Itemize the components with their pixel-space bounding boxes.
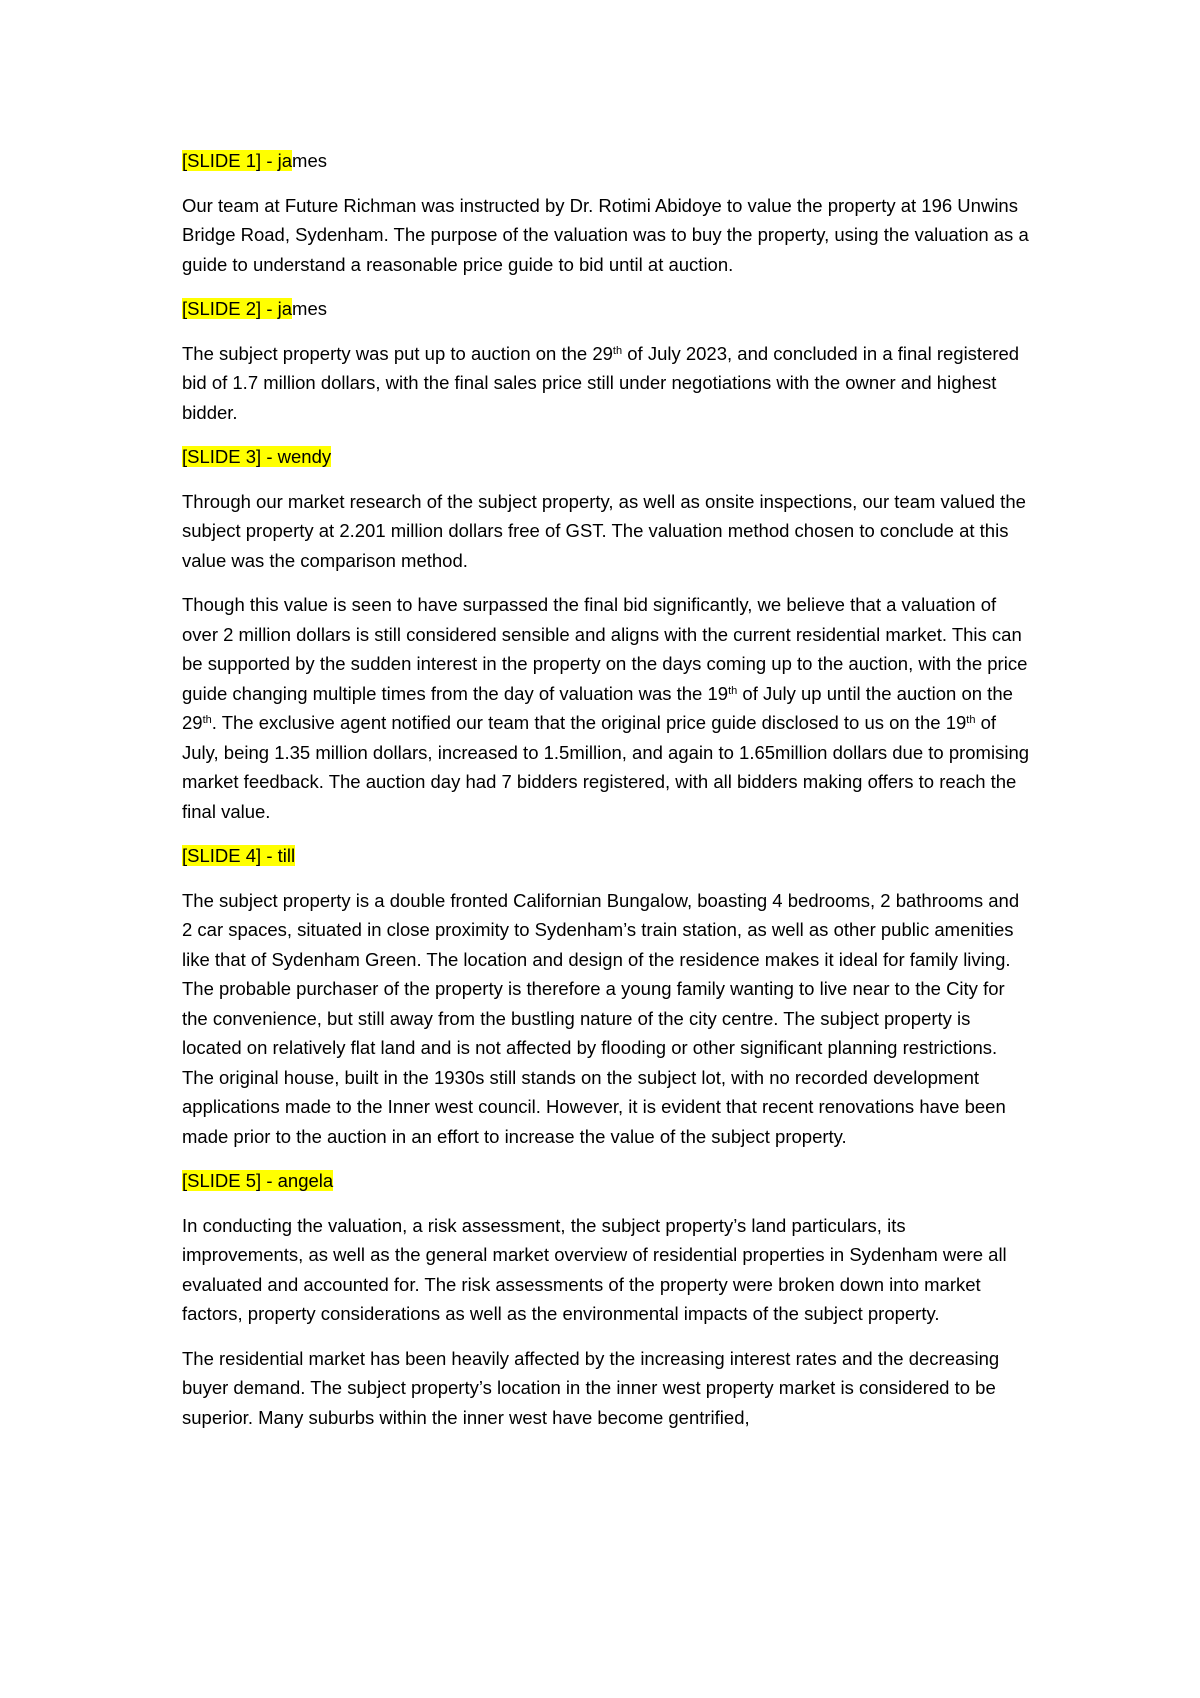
slide-2-sup: th <box>612 344 623 357</box>
slide-2-label: [SLIDE 2] <box>182 298 262 319</box>
slide-3-label: [SLIDE 3] <box>182 446 262 467</box>
slide-2-speaker-highlight: - ja <box>261 298 293 319</box>
slide-4-label: [SLIDE 4] <box>182 845 262 866</box>
slide-3-sup-2: th <box>202 713 212 726</box>
slide-3-heading <box>182 442 1032 472</box>
slide-3-paragraph-2 <box>182 590 1032 826</box>
slide-1-speaker-highlight: - ja <box>261 150 293 171</box>
slide-2-text-a: The subject property was put up to auction on the 29 <box>182 342 613 364</box>
slide-3-speaker-highlight: - wendy <box>261 446 332 467</box>
slide-4-paragraph: The subject property is a double fronted Californian Bungalow, boasting 4 bedrooms, 2 bathrooms and 2 car spaces, situated in close proximity to Sydenham’s train station, as well as other public amenities like that of Sydenham Green. The location and design of the residence makes it ideal for family living. The probable purchaser of the property is therefore a young family wanting to live near to the City for the convenience, but still away from the bustling nature of the city centre. The subject property is located on relatively flat land and is not affected by flooding or other significant planning restrictions. The original house, built in the 1930s still stands on the subject lot, with no recorded development applications made to the Inner west council. However, it is evident that recent renovations have been made prior to the auction in an effort to increase the value of the subject property. <box>182 889 1020 1147</box>
slide-4-heading <box>182 841 1032 871</box>
slide-5-paragraph-1: In conducting the valuation, a risk assessment, the subject property’s land particulars, its improvements, as well as the general market overview of residential properties in Sydenham were all evaluated and accounted for. The risk assessments of the property were broken down into market factors, property considerations as well as the environmental impacts of the subject property. <box>182 1214 1007 1324</box>
slide-2-text-b: of July 2023, and concluded in a final registered bid of 1.7 million dollars, with the final sales price still under negotiations with the owner and highest bidder. <box>182 342 1020 423</box>
slide-1-speaker-rest: mes <box>292 150 327 171</box>
slide-3-text-b: of July up until the auction on the 29 <box>182 682 1013 733</box>
slide-1-label: [SLIDE 1] <box>182 150 262 171</box>
slide-3-text-a: Though this value is seen to have surpassed the final bid significantly, we believe that a valuation of over 2 million dollars is still considered sensible and aligns with the current residential market. This can be supported by the sudden interest in the property on the days coming up to the auction, with the price guide changing multiple times from the day of valuation was the 19 <box>182 594 1028 704</box>
slide-1-heading <box>182 146 1032 176</box>
slide-3-sup-1: th <box>728 684 738 697</box>
slide-3-text-d: of July, being 1.35 million dollars, increased to 1.5million, and again to 1.65million dollars due to promising market feedback. The auction day had 7 bidders registered, with all bidders making offers to reach the final value. <box>182 712 1030 822</box>
slide-3-sup-3: th <box>966 713 976 726</box>
slide-5-speaker-highlight: - angela <box>261 1170 334 1191</box>
slide-5-label: [SLIDE 5] <box>182 1170 262 1191</box>
slide-4-speaker-highlight: - till <box>261 845 296 866</box>
document-page <box>182 146 1032 1447</box>
slide-2-speaker-rest: mes <box>292 298 327 319</box>
slide-5-heading <box>182 1166 1032 1196</box>
slide-1-paragraph: Our team at Future Richman was instructed by Dr. Rotimi Abidoye to value the property at 196 Unwins Bridge Road, Sydenham. The purpose of the valuation was to buy the property, using the valuation as a guide to understand a reasonable price guide to bid until at auction. <box>182 194 1029 275</box>
slide-3-text-c: . The exclusive agent notified our team that the original price guide disclosed to us on the 19 <box>211 712 967 733</box>
slide-3-paragraph-1: Through our market research of the subject property, as well as onsite inspections, our team valued the subject property at 2.201 million dollars free of GST. The valuation method chosen to conclude at this value was the comparison method. <box>182 490 1026 571</box>
slide-2-paragraph <box>182 339 1032 428</box>
slide-2-heading <box>182 294 1032 324</box>
slide-5-paragraph-2: The residential market has been heavily affected by the increasing interest rates and the decreasing buyer demand. The subject property’s location in the inner west property market is considered to be superior. Many suburbs within the inner west have become gentrified, <box>182 1347 1000 1428</box>
